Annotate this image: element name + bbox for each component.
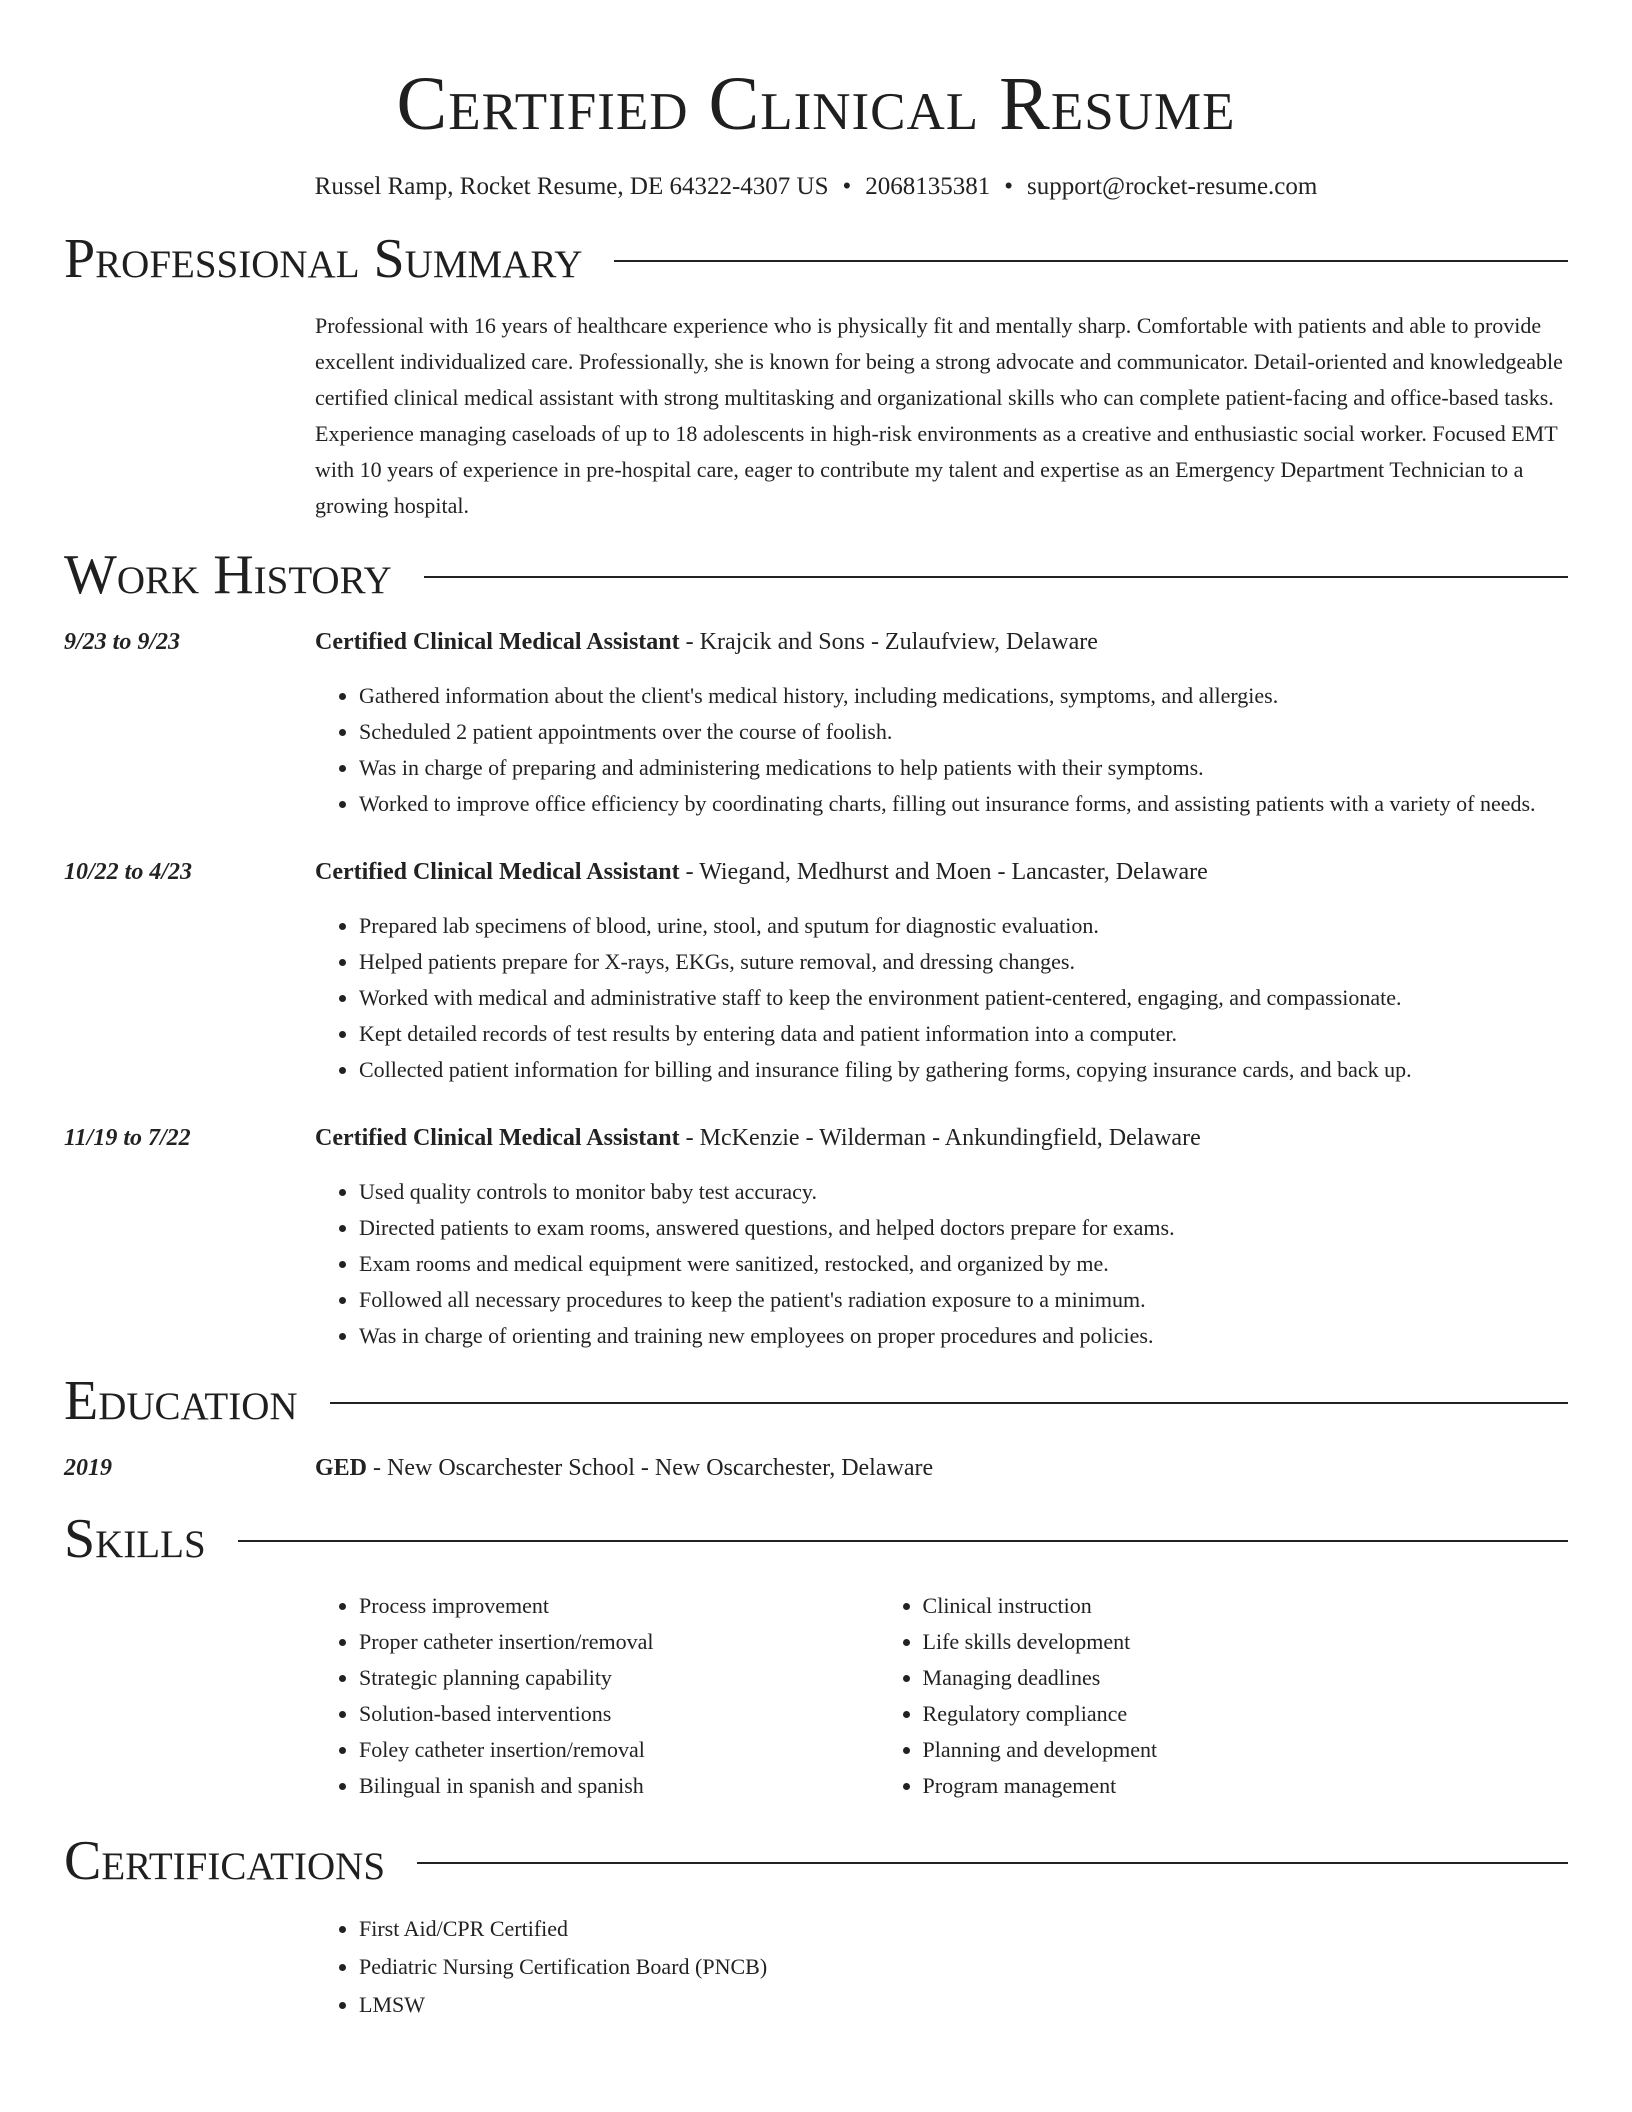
job-dates: 9/23 to 9/23 [64,629,181,655]
skills-section [64,1506,1568,1804]
section-title-skills: Skills [64,1508,206,1570]
job-bullet: • Helped patients prepare for X-rays, EKGs, suture removal, and dressing changes. [359,944,1568,980]
job-dates: 11/19 to 7/22 [64,1125,191,1151]
job-entry [64,854,1568,1088]
job-bullet: • Kept detailed records of test results by entering data and patient information into a computer. [359,1016,1568,1052]
education-main [315,1450,1568,1486]
skill-item: • Bilingual in spanish and spanish [359,1768,879,1804]
contact-line [64,170,1568,204]
skill-item: • Process improvement [359,1588,879,1624]
job-main [315,854,1568,1088]
summary-text: Professional with 16 years of healthcare experience who is physically fit and mentally sharp. Comfortable with patients and able to provide excellent individualized care. Professionally, she is known for being a strong advocate and communicator. Detail-oriented and knowledgeable certified clinical medical assistant with strong multitasking and organizational skills who can complete patient-facing and office-based tasks. Experience managing caseloads of up to 18 adolescents in high-risk environments as a creative and enthusiastic social worker. Focused EMT with 10 years of experience in pre-hospital care, eager to contribute my talent and expertise as an Emergency Department Technician to a growing hospital. [315,313,1563,518]
contact-phone: 2068135381 [865,173,991,200]
job-bullet: • Used quality controls to monitor baby test accuracy. [359,1174,1568,1210]
skills-grid [315,1588,1568,1804]
section-divider [330,1402,1568,1404]
skill-item: • Solution-based interventions [359,1696,879,1732]
job-title: Certified Clinical Medical Assistant [315,859,680,885]
skills-list-left [315,1588,879,1804]
job-bullet: • Gathered information about the client's medical history, including medications, symptoms, and allergies. [359,678,1568,714]
skill-item: • Foley catheter insertion/removal [359,1732,879,1768]
skill-item: • Proper catheter insertion/removal [359,1624,879,1660]
education-section [64,1368,1568,1486]
job-dates: 10/22 to 4/23 [64,859,193,885]
resume-page [64,0,1568,2024]
job-bullet: • Directed patients to exam rooms, answered questions, and helped doctors prepare for exams. [359,1210,1568,1246]
job-main [315,624,1568,822]
education-line [315,1450,1568,1486]
contact-separator: • [1004,173,1014,200]
job-employer: - Krajcik and Sons - Zulaufview, Delaware [679,629,1098,655]
job-bullet: • Collected patient information for billing and insurance filing by gathering forms, copying insurance cards, and back up. [359,1052,1568,1088]
section-title-summary: Professional Summary [64,228,583,290]
section-divider [417,1862,1568,1864]
summary-body [315,308,1568,524]
job-bullets [315,1174,1568,1354]
skills-header [64,1506,1568,1572]
skill-item: • Regulatory compliance [923,1696,1568,1732]
work-history-header [64,542,1568,608]
education-degree: GED [315,1455,368,1481]
contact-address: Russel Ramp, Rocket Resume, DE 64322-4307 US [314,173,829,200]
contact-separator: • [842,173,852,200]
contact-email: support@rocket-resume.com [1027,173,1318,200]
education-header [64,1368,1568,1434]
education-year: 2019 [64,1455,112,1481]
job-title: Certified Clinical Medical Assistant [315,629,680,655]
section-divider [424,576,1568,578]
job-title-line [315,854,1568,890]
job-bullet: • Scheduled 2 patient appointments over the course of foolish. [359,714,1568,750]
certifications-list [315,1910,1568,2024]
job-bullet: • Was in charge of preparing and administering medications to help patients with their symptoms. [359,750,1568,786]
certification-item: • First Aid/CPR Certified [359,1910,1568,1948]
work-history-section [64,542,1568,1354]
job-bullet: • Prepared lab specimens of blood, urine, stool, and sputum for diagnostic evaluation. [359,908,1568,944]
certifications-header [64,1828,1568,1894]
job-employer: - McKenzie - Wilderman - Ankundingfield, Delaware [679,1125,1201,1151]
job-bullet: • Was in charge of orienting and training new employees on proper procedures and policies. [359,1318,1568,1354]
skill-item: • Planning and development [923,1732,1568,1768]
certification-item: • Pediatric Nursing Certification Board (PNCB) [359,1948,1568,1986]
job-bullets [315,678,1568,822]
job-bullet: • Exam rooms and medical equipment were sanitized, restocked, and organized by me. [359,1246,1568,1282]
certification-item: • LMSW [359,1986,1568,2024]
job-title: Certified Clinical Medical Assistant [315,1125,680,1151]
skill-item: • Program management [923,1768,1568,1804]
job-bullet: • Worked with medical and administrative staff to keep the environment patient-centered, engaging, and compassionate. [359,980,1568,1016]
resume-title: Certified Clinical Resume [396,62,1236,146]
skill-item: • Clinical instruction [923,1588,1568,1624]
job-title-line [315,1120,1568,1156]
summary-section [64,226,1568,524]
skill-item: • Managing deadlines [923,1660,1568,1696]
section-title-certifications: Certifications [64,1830,386,1892]
section-divider [238,1540,1568,1542]
education-school: - New Oscarchester School - New Oscarchester, Delaware [367,1455,934,1481]
section-title-work-history: Work History [64,544,392,606]
education-entry [64,1450,1568,1486]
job-bullet: • Followed all necessary procedures to keep the patient's radiation exposure to a minimum. [359,1282,1568,1318]
skill-item: • Strategic planning capability [359,1660,879,1696]
certifications-section [64,1828,1568,2024]
job-entry [64,624,1568,822]
skills-list-right [879,1588,1568,1804]
section-title-education: Education [64,1370,298,1432]
job-main [315,1120,1568,1354]
job-entry [64,1120,1568,1354]
job-title-line [315,624,1568,660]
job-employer: - Wiegand, Medhurst and Moen - Lancaster, Delaware [679,859,1208,885]
section-divider [614,260,1568,262]
skill-item: • Life skills development [923,1624,1568,1660]
job-bullet: • Worked to improve office efficiency by coordinating charts, filling out insurance forms, and assisting patients with a variety of needs. [359,786,1568,822]
job-bullets [315,908,1568,1088]
summary-header [64,226,1568,292]
